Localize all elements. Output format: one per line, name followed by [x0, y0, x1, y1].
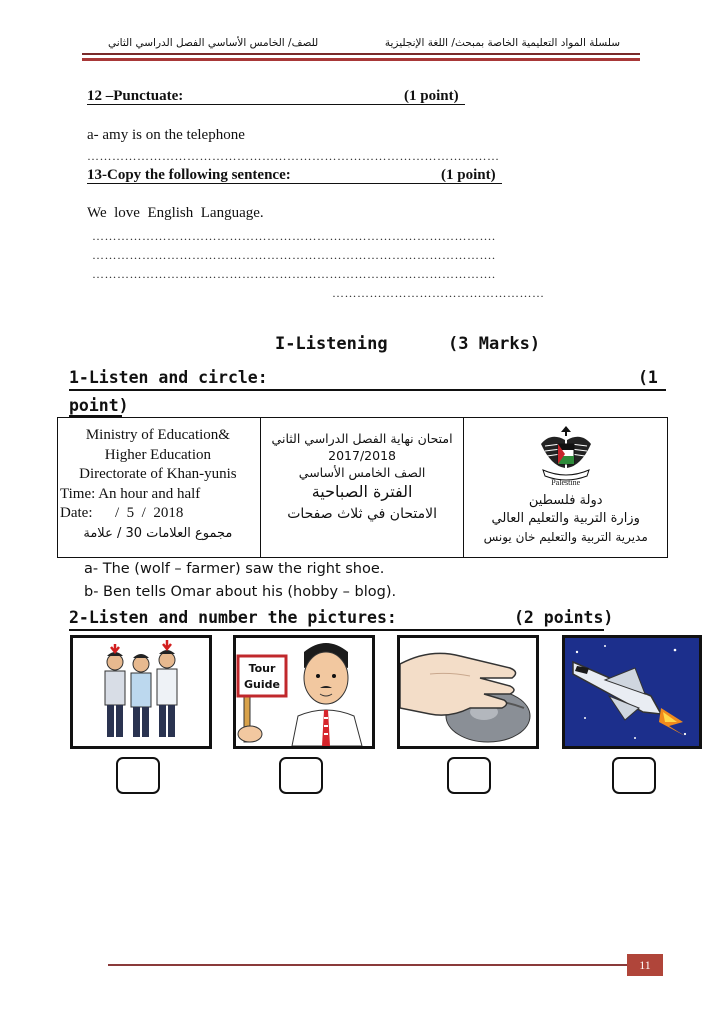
- exam-header-arabic: [464, 418, 668, 558]
- exam-header-center: [260, 418, 464, 558]
- q12-sentence: a- amy is on the telephone: [87, 127, 245, 143]
- answer-box-3[interactable]: [447, 757, 491, 794]
- answer-box-2[interactable]: [279, 757, 323, 794]
- exam-header-english: [58, 418, 261, 558]
- q2-points: (2 points): [514, 608, 614, 627]
- directorate-ar-line: مديرية التربية والتعليم خان يونس: [483, 530, 648, 544]
- higher-education-line: Higher Education: [104, 446, 211, 463]
- directorate-line: Directorate of Khan-yunis: [79, 466, 237, 482]
- header-series-title: سلسلة المواد التعليمية الخاصة بمبحث/ اللغة الإنجليزية: [384, 37, 620, 49]
- circle-sentence-b[interactable]: b- Ben tells Omar about his (hobby – blog).: [84, 584, 397, 600]
- state-line: دولة فلسطين: [528, 493, 603, 508]
- picture-mouse: [397, 635, 539, 749]
- q2-title: 2-Listen and number the pictures:: [69, 608, 397, 627]
- total-marks-line: مجموع العلامات 30 / علامة: [83, 525, 233, 541]
- space-shuttle-icon: [565, 638, 699, 746]
- circle-sentence-a[interactable]: a- The (wolf – farmer) saw the right shoe.: [84, 561, 385, 577]
- q13-answer-line-4[interactable]: ……………………………………………: [332, 286, 545, 300]
- q1-points-b: point): [69, 396, 129, 415]
- q12-points: (1 point): [404, 88, 459, 104]
- q13-answer-line-2[interactable]: …………………………………………………………………………………….: [92, 248, 496, 262]
- tour-guide-icon: [236, 638, 372, 746]
- q12-title: 12 –Punctuate:: [87, 88, 184, 104]
- year-line: 2017/2018: [328, 448, 396, 463]
- emblem-label: Palestine: [551, 478, 581, 487]
- pages-line: الامتحان في ثلاث صفحات: [287, 506, 437, 522]
- picture-space-shuttle: [562, 635, 702, 749]
- shift-line: الفترة الصباحية: [311, 482, 413, 501]
- listening-title: I-Listening: [275, 334, 388, 354]
- picture-tour-guide: [233, 635, 375, 749]
- header-class-info: للصف/ الخامس الأساسي الفصل الدراسي الثاني: [108, 37, 319, 49]
- q1-points-a: (1: [638, 368, 658, 387]
- picture-three-men: [70, 635, 212, 749]
- answer-box-4[interactable]: [612, 757, 656, 794]
- ministry-ar-line: وزارة التربية والتعليم العالي: [491, 511, 640, 526]
- page-number: 11: [627, 954, 663, 976]
- header-rule-thick: [82, 58, 640, 61]
- three-men-icon: [73, 638, 209, 746]
- date-line: Date: / 5 / 2018: [60, 505, 184, 521]
- footer-rule: [108, 964, 628, 966]
- q13-answer-line-1[interactable]: …………………………………………………………………………………….: [92, 229, 496, 243]
- grade-line: الصف الخامس الأساسي: [298, 465, 426, 480]
- exam-header-table: [57, 417, 668, 558]
- header-rule-thin: [82, 53, 640, 55]
- q2-title-rule: [69, 629, 604, 631]
- q1-title: 1-Listen and circle:: [69, 368, 268, 387]
- exam-title-line: امتحان نهاية الفصل الدراسي الثاني: [271, 431, 453, 446]
- computer-mouse-icon: [400, 638, 536, 746]
- q13-title-rule: [87, 183, 502, 184]
- q13-points: (1 point): [441, 167, 496, 183]
- q13-answer-line-3[interactable]: …………………………………………………………………………………….: [92, 267, 496, 281]
- q13-sentence: We love English Language.: [87, 205, 264, 221]
- q12-answer-line[interactable]: ………………………………………………………………………………………: [87, 149, 500, 163]
- q13-title: 13-Copy the following sentence:: [87, 167, 291, 183]
- tour-sign-word1: Tour: [248, 662, 276, 675]
- listening-marks: (3 Marks): [448, 334, 541, 354]
- ministry-line: Ministry of Education&: [85, 427, 230, 443]
- q1-title-rule: [69, 389, 666, 391]
- answer-box-1[interactable]: [116, 757, 160, 794]
- tour-sign-word2: Guide: [244, 678, 280, 691]
- time-line: Time: An hour and half: [60, 485, 201, 502]
